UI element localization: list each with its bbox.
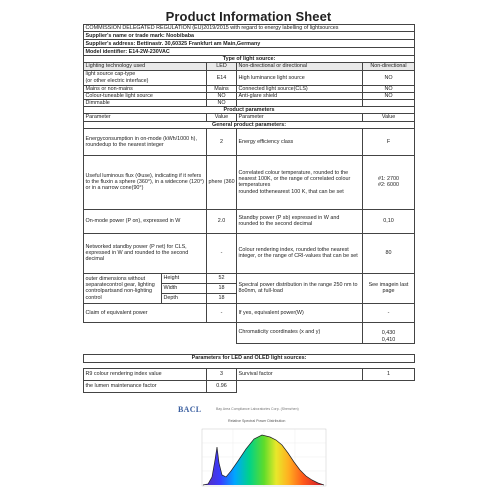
page-title: Product Information Sheet xyxy=(165,9,332,24)
maintenance-value: 0.96 xyxy=(207,380,237,392)
type-value: NO xyxy=(207,92,237,99)
type-label: Dimmable xyxy=(84,100,207,107)
dimension-row xyxy=(84,273,415,283)
chromaticity-label: Chromaticity coordinates (x and y) xyxy=(237,322,363,343)
parameter-value: #1: 2700 #2: 6000 xyxy=(363,155,415,209)
type-label: Mains or non-mains xyxy=(84,85,207,92)
chromaticity-row xyxy=(84,322,415,343)
dimension-value: 18 xyxy=(207,283,237,293)
parameter-row xyxy=(84,155,415,209)
type-label: Anti-glare shield xyxy=(237,92,363,99)
parameter-label: Useful luminous flux (Φuse), indicating if it refers to the fluxin a sphere (360°), in a widecone (120°) or in a narrow cone(90°) xyxy=(84,155,207,209)
spectrum-chart xyxy=(178,405,343,493)
product-parameters-heading: Product parameters xyxy=(84,107,415,114)
dimension-value: 52 xyxy=(207,273,237,283)
regulation-text: COMMISSION DELEGATED REGULATION (EU)2019/2015 with regard to energy labelling of lightsources xyxy=(84,25,415,32)
parameter-value: - xyxy=(207,233,237,273)
equivalent-power-label: If yes, equivalent power(W) xyxy=(237,303,363,322)
parameter-value: F xyxy=(363,128,415,155)
spectrum-image xyxy=(178,405,343,493)
led-row xyxy=(84,368,415,380)
type-label: Lighting technology used xyxy=(84,63,207,70)
type-label xyxy=(237,100,363,107)
parameter-value: 2 xyxy=(207,128,237,155)
parameter-label: Standby power (P sb) expressed in W and rounded to the second decimal xyxy=(237,209,363,233)
type-value: LED xyxy=(207,63,237,70)
type-value: NO xyxy=(363,70,415,85)
parameter-label: Correlated colour temperature, rounded to the nearest 100K, or the range of correlated colour temperatures rounded tothenearest 100 K, that can be set xyxy=(237,155,363,209)
parameter-row xyxy=(84,128,415,155)
parameter-label: Colour rendering index, rounded tothe nearest integer, or the range of CRI-values that can be set xyxy=(237,233,363,273)
chromaticity-value: 0,430 0,410 xyxy=(363,322,415,343)
parameter-row xyxy=(84,209,415,233)
value-header: Value xyxy=(207,114,237,121)
dimension-name: Depth xyxy=(162,293,207,303)
type-row xyxy=(84,63,415,70)
maintenance-label: the lumen maintenance factor xyxy=(84,380,207,392)
parameter-header: Parameter xyxy=(237,114,363,121)
model-identifier: Model identifier: E14-2W-230VAC xyxy=(84,48,415,56)
value-header: Value xyxy=(363,114,415,121)
led-heading: Parameters for LED and OLED light sources: xyxy=(84,354,415,362)
parameter-value: 80 xyxy=(363,233,415,273)
r9-value: 3 xyxy=(207,368,237,380)
parameter-label: Networked standby power (P net) for CLS, expressed in W and rounded to the second decimal xyxy=(84,233,207,273)
lab-logo: BACL xyxy=(178,405,202,414)
information-sheet xyxy=(83,10,414,393)
parameter-value: 0,10 xyxy=(363,209,415,233)
type-label: light source cap-type (or other electric interface) xyxy=(84,70,207,85)
dimension-name: Height xyxy=(162,273,207,283)
type-label: Colour-tuneable light source xyxy=(84,92,207,99)
type-row xyxy=(84,85,415,92)
type-label: High luminance light source xyxy=(237,70,363,85)
dimension-value: 18 xyxy=(207,293,237,303)
type-label: Connected light source(CLS) xyxy=(237,85,363,92)
parameter-label: Energyconsumption in on-mode (kWh/1000 h), roundedup to the nearest integer xyxy=(84,128,207,155)
blank-cell xyxy=(237,380,415,392)
blank-cell xyxy=(84,322,237,343)
dimensions-label: outer dimensions without separatecontrol gear, lighting controlpartsand non-lighting control xyxy=(84,273,162,303)
claim-label: Claim of equivalent power xyxy=(84,303,207,322)
type-value: Non-directional xyxy=(363,63,415,70)
type-value: NO xyxy=(363,92,415,99)
info-table xyxy=(83,24,415,393)
chart-plot xyxy=(202,429,326,486)
spectrum-title: Relative Spectral Power Distribution xyxy=(228,419,286,423)
claim-value: - xyxy=(207,303,237,322)
dimension-name: Width xyxy=(162,283,207,293)
claim-row xyxy=(84,303,415,322)
supplier-address: Supplier's address: Bettinastr. 30,60325 Frankfurt am Main,Germany xyxy=(84,40,415,48)
r9-label: R9 colour rendering index value xyxy=(84,368,207,380)
supplier-name: Supplier's name or trade mark: Noobibaba xyxy=(84,32,415,40)
parameter-header: Parameter xyxy=(84,114,207,121)
lab-name: Bay Area Compliance Laboratories Corp. (Shenzhen) xyxy=(216,407,299,411)
spacer xyxy=(84,343,415,354)
type-heading: Type of light source: xyxy=(84,56,415,63)
type-value: NO xyxy=(207,100,237,107)
type-value: NO xyxy=(363,85,415,92)
parameter-label: Energy efficiency class xyxy=(237,128,363,155)
survival-label: Survival factor xyxy=(237,368,363,380)
survival-value: 1 xyxy=(363,368,415,380)
parameter-label: On-mode power (P on), expressed in W xyxy=(84,209,207,233)
type-value xyxy=(363,100,415,107)
parameter-row xyxy=(84,233,415,273)
led-row xyxy=(84,380,415,392)
parameter-value: 2.0 xyxy=(207,209,237,233)
type-row xyxy=(84,92,415,99)
parameter-value: phere (360 xyxy=(207,155,237,209)
general-parameters-heading: General product parameters: xyxy=(84,121,415,128)
type-label: Non-directional or directional xyxy=(237,63,363,70)
column-header-row xyxy=(84,114,415,121)
type-row xyxy=(84,100,415,107)
spd-label: Spectral power distribution in the range 250 nm to 8o0nm, at full-load xyxy=(237,273,363,303)
type-value: Mains xyxy=(207,85,237,92)
type-value: E14 xyxy=(207,70,237,85)
spd-value: See imagein last page xyxy=(363,273,415,303)
equivalent-power-value: - xyxy=(363,303,415,322)
type-row xyxy=(84,70,415,85)
